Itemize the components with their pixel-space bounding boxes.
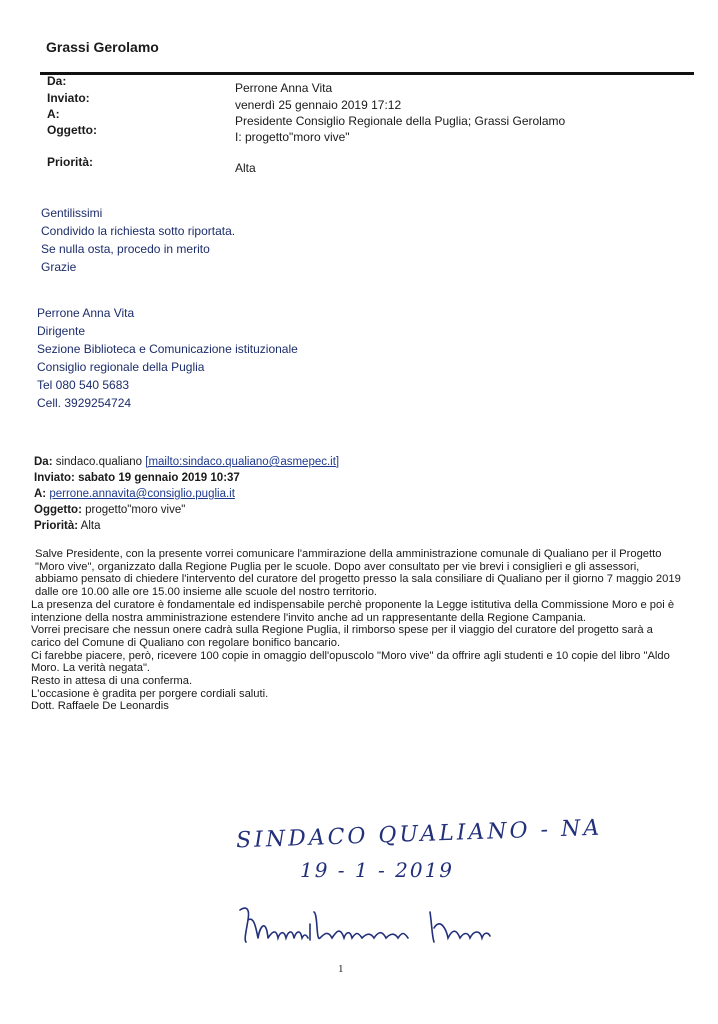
subject-value: I: progetto"moro vive"	[235, 130, 350, 144]
message-paragraph: Salve Presidente, con la presente vorrei comunicare l'ammirazione della amministrazione comunale di Qualiano per il Progetto "Moro vive", organizzato dalla Regione Puglia per le scuole. Dopo aver consultato per vie brevi i consiglieri e gli assessori, abbiamo pensato di chiedere l'intervento del curatore del progetto presso la sala consiliare di Qualiano per il giorno 7 maggio 2019 dalle ore 10.00 alle ore 15.00 insieme alle scuole del nostro territorio.	[35, 548, 681, 599]
handwritten-note-municipality: SINDACO QUALIANO - NA	[235, 815, 603, 854]
header-divider	[40, 72, 694, 75]
message-paragraph: L'occasione è gradita per porgere cordiali saluti.	[31, 687, 269, 700]
to-value: Presidente Consiglio Regionale della Puglia; Grassi Gerolamo	[235, 114, 566, 128]
fwd-sent-label: Inviato:	[34, 472, 75, 484]
message-paragraph: Vorrei precisare che nessun onere cadrà sulla Regione Puglia, il rimborso spese per il viaggio del curatore del progetto sarà a carico del Comune di Qualiano con regolare bonifico bancario.	[31, 624, 653, 649]
handwritten-note-manifestazione	[236, 898, 496, 948]
subject-label: Oggetto:	[47, 123, 97, 137]
fwd-to-link[interactable]: perrone.annavita@consiglio.puglia.it	[49, 488, 235, 500]
fwd-to-label: A:	[34, 488, 47, 500]
sent-value: venerdì 25 gennaio 2019 17:12	[235, 98, 402, 112]
fwd-subject-label: Oggetto:	[34, 504, 82, 516]
fwd-sent-value: sabato 19 gennaio 2019 10:37	[78, 472, 240, 484]
body-line: Grazie	[41, 260, 77, 274]
to-label: A:	[47, 107, 60, 121]
handwritten-note-date: 19 - 1 - 2019	[300, 858, 455, 882]
body-line: Gentilissimi	[41, 206, 103, 220]
signature-line: Perrone Anna Vita	[37, 306, 135, 320]
fwd-from-mailto-link[interactable]: [mailto:sindaco.qualiano@asmepec.it]	[145, 456, 340, 468]
fwd-subject-value: progetto"moro vive"	[85, 504, 186, 516]
signature-line: Dirigente	[37, 324, 86, 338]
sent-label: Inviato:	[47, 91, 90, 105]
message-signature: Dott. Raffaele De Leonardis	[31, 700, 169, 713]
message-paragraph: Ci farebbe piacere, però, ricevere 100 copie in omaggio dell'opuscolo "Moro vive" da offrire agli studenti e 10 copie del libro "Aldo Moro. La verità negata".	[31, 649, 670, 675]
signature-line: Consiglio regionale della Puglia	[37, 360, 205, 374]
signature-block	[37, 304, 298, 412]
signature-line: Tel 080 540 5683	[37, 378, 130, 392]
fwd-from-value: sindaco.qualiano	[55, 456, 143, 468]
signature-line: Sezione Biblioteca e Comunicazione istituzionale	[37, 342, 298, 356]
priority-label: Priorità:	[47, 155, 94, 169]
message-paragraph: Resto in attesa di una conferma.	[31, 675, 193, 688]
body-line: Condivido la richiesta sotto riportata.	[41, 224, 236, 238]
fwd-priority-label: Priorità:	[34, 520, 79, 532]
from-value: Perrone Anna Vita	[235, 81, 333, 95]
fwd-from-label: Da:	[34, 456, 53, 468]
page-number: 1	[338, 963, 344, 975]
signature-line: Cell. 3929254724	[37, 396, 132, 410]
priority-value: Alta	[235, 161, 256, 175]
sender-name: Grassi Gerolamo	[46, 39, 159, 55]
from-label: Da:	[47, 74, 67, 88]
fwd-priority-value: Alta	[80, 520, 101, 532]
body-line: Se nulla osta, procedo in merito	[41, 242, 210, 256]
message-body	[41, 204, 235, 276]
forwarded-header	[34, 454, 339, 534]
message-paragraph: La presenza del curatore è fondamentale ed indispensabile perchè proponente la Legge istitutiva della Commissione Moro e poi è intenzione della nostra amministrazione estendere l'invito anche ad un rappresentante della Regione Campania.	[31, 598, 675, 624]
forwarded-message	[31, 548, 681, 713]
